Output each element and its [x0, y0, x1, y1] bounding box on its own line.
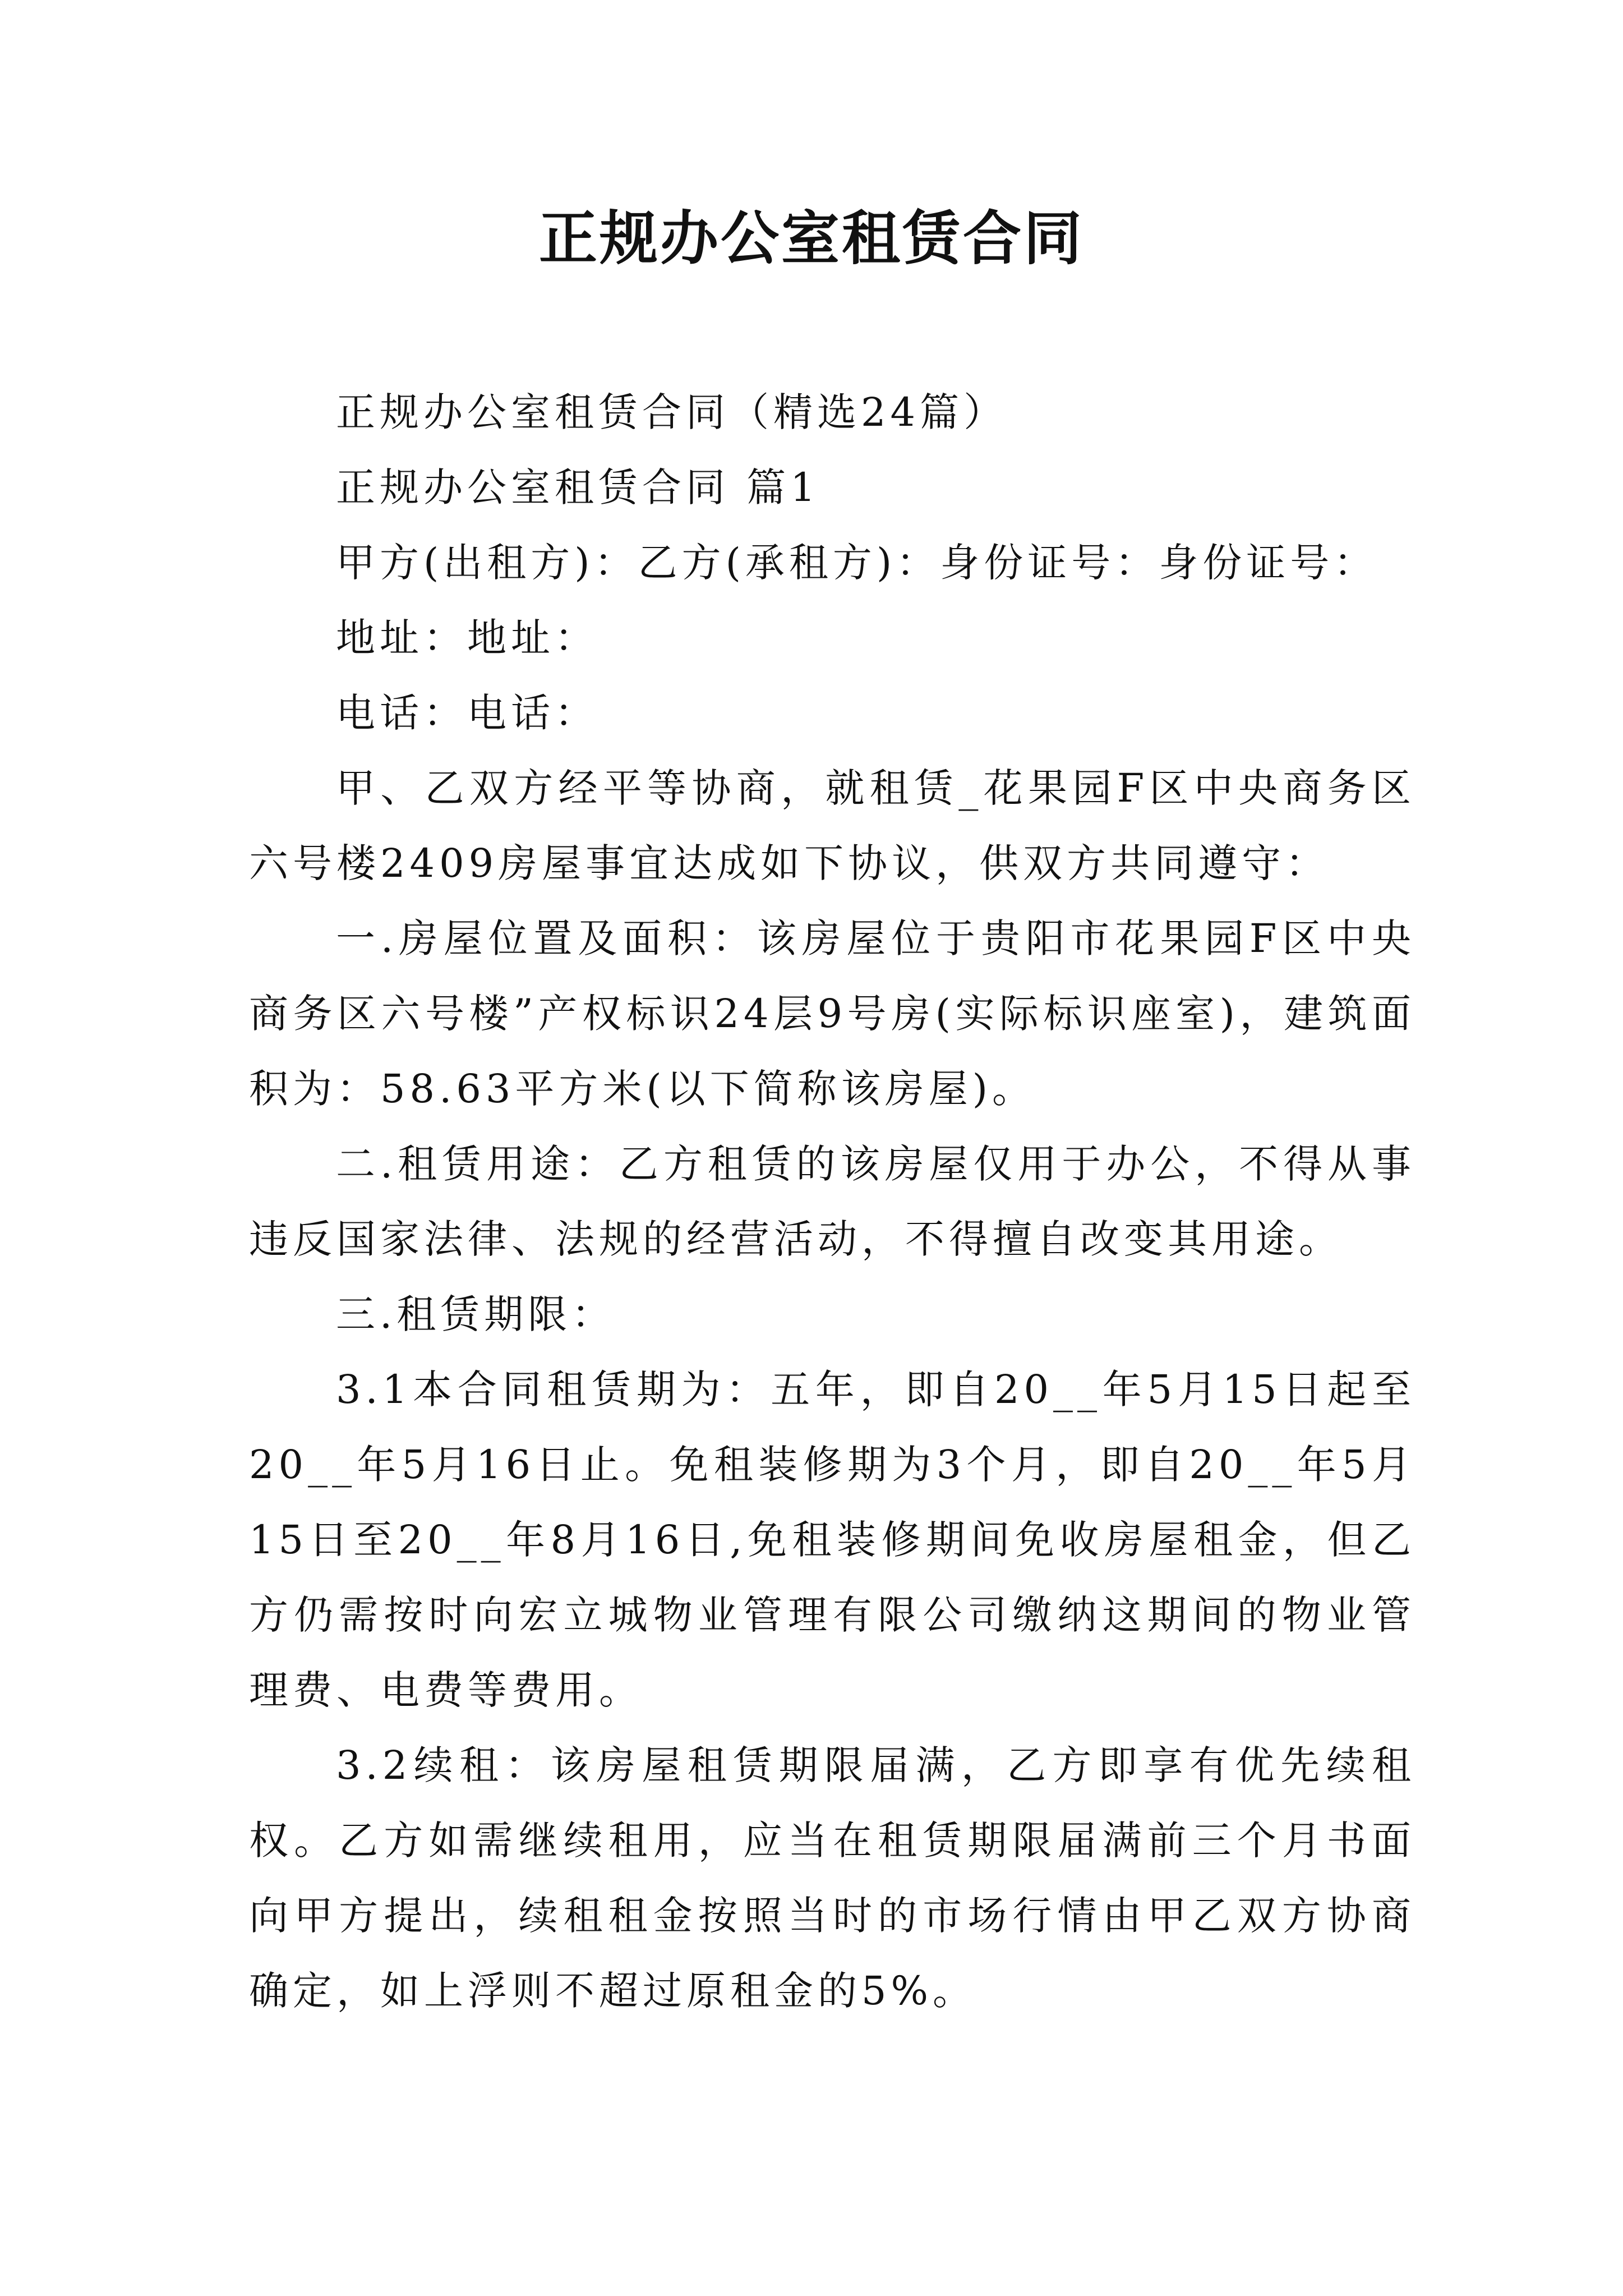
section-heading: 正规办公室租赁合同 篇1 [336, 464, 820, 510]
clause-1-location-area: 一.房屋位置及面积：该房屋位于贵阳市花果园F区中央商务区六号楼”产权标识24层9号房(实际标识座室)，建筑面积为：58.63平方米(以下简称该房屋)。 [249, 915, 1415, 1112]
clause-3-heading: 三.租赁期限： [336, 1291, 616, 1337]
clause-3-2-renewal: 3.2续租：该房屋租赁期限届满，乙方即享有优先续租权。乙方如需继续租用，应当在租赁期限届满前三个月书面向甲方提出，续租租金按照当时的市场行情由甲乙双方协商确定，如上浮则不超过原租金的5%。 [249, 1742, 1415, 2014]
agreement-intro-paragraph: 甲、乙双方经平等协商，就租赁_花果园F区中央商务区六号楼2409房屋事宜达成如下协议，供双方共同遵守： [249, 765, 1415, 886]
document-body [249, 375, 1415, 2028]
address-line: 地址：地址： [336, 615, 598, 661]
subtitle-paragraph: 正规办公室租赁合同（精选24篇） [336, 389, 1008, 435]
clause-3-1-term: 3.1本合同租赁期为：五年，即自20__年5月15日起至20__年5月16日止。免租装修期为3个月，即自20__年5月15日至20__年8月16日,免租装修期间免收房屋租金，但乙方仍需按时向宏立城物业管理有限公司缴纳这期间的物业管理费、电费等费用。 [249, 1366, 1415, 1713]
parties-line: 甲方(出租方)：乙方(承租方)：身份证号：身份证号： [336, 540, 1378, 586]
clause-2-usage: 二.租赁用途：乙方租赁的该房屋仅用于办公，不得从事违反国家法律、法规的经营活动，不得擅自改变其用途。 [249, 1141, 1415, 1262]
document-title: 正规办公室租赁合同 [538, 204, 1084, 273]
phone-line: 电话：电话： [336, 690, 598, 736]
